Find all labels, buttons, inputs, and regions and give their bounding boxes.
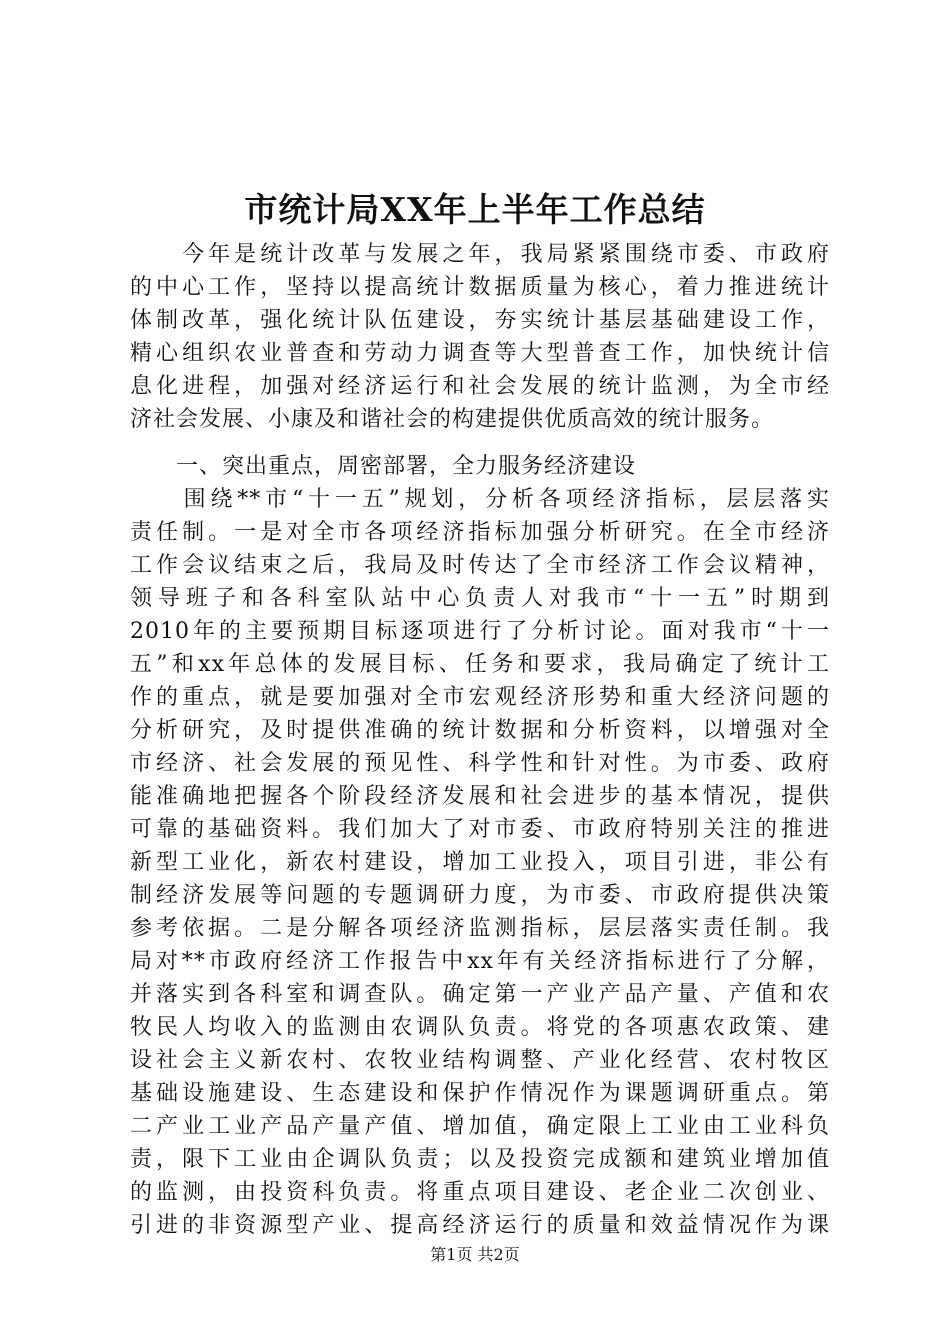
page-footer: 第1页 共2页 <box>430 1245 520 1264</box>
section-1 <box>130 450 830 1242</box>
text-line: 体制改革，强化统计队伍建设，夯实统计基层基础建设工作， <box>130 308 830 333</box>
text-line: 参考依据。二是分解各项经济监测指标，层层落实责任制。我 <box>130 916 830 941</box>
text-line: 可靠的基础资料。我们加大了对市委、市政府特别关注的推进 <box>130 817 830 842</box>
section-heading: 一、突出重点，周密部署，全力服务经济建设 <box>130 454 637 479</box>
text-line: 二产业工业产品产量产值、增加值，确定限上工业由工业科负 <box>130 1114 830 1139</box>
text-line: 市经济、社会发展的预见性、科学性和针对性。为市委、政府 <box>130 751 830 776</box>
text-line: 精心组织农业普查和劳动力调查等大型普查工作，加快统计信 <box>130 341 830 366</box>
document-title: 市统计局XX年上半年工作总结 <box>244 190 706 229</box>
text-line: 局对**市政府经济工作报告中xx年有关经济指标进行了分解， <box>130 949 830 974</box>
text-line: 作的重点，就是要加强对全市宏观经济形势和重大经济问题的 <box>130 685 830 710</box>
text-line: 济社会发展、小康及和谐社会的构建提供优质高效的统计服务。 <box>130 407 775 432</box>
text-line: 设社会主义新农村、农牧业结构调整、产业化经营、农村牧区 <box>130 1048 830 1073</box>
text-line: 新型工业化，新农村建设，增加工业投入，项目引进，非公有 <box>130 850 830 875</box>
text-line: 围绕**市“十一五”规划，分析各项经济指标，层层落实 <box>130 487 830 512</box>
intro-paragraph <box>130 238 830 436</box>
text-line: 责任制。一是对全市各项经济指标加强分析研究。在全市经济 <box>130 520 830 545</box>
text-line: 制经济发展等问题的专题调研力度，为市委、市政府提供决策 <box>130 883 830 908</box>
text-line: 基础设施建设、生态建设和保护作情况作为课题调研重点。第 <box>130 1081 830 1106</box>
text-line: 并落实到各科室和调查队。确定第一产业产品产量、产值和农 <box>130 982 830 1007</box>
text-line: 能准确地把握各个阶段经济发展和社会进步的基本情况，提供 <box>130 784 830 809</box>
text-line: 牧民人均收入的监测由农调队负责。将党的各项惠农政策、建 <box>130 1015 830 1040</box>
text-line: 息化进程，加强对经济运行和社会发展的统计监测，为全市经 <box>130 374 830 399</box>
text-line: 分析研究，及时提供准确的统计数据和分析资料，以增强对全 <box>130 718 830 743</box>
text-line: 的监测，由投资科负责。将重点项目建设、老企业二次创业、 <box>130 1180 830 1205</box>
text-line: 领导班子和各科室队站中心负责人对我市“十一五”时期到 <box>130 586 830 611</box>
text-line: 工作会议结束之后，我局及时传达了全市经济工作会议精神， <box>130 553 830 578</box>
text-line: 五”和xx年总体的发展目标、任务和要求，我局确定了统计工 <box>130 652 830 677</box>
text-line: 引进的非资源型产业、提高经济运行的质量和效益情况作为课 <box>130 1213 830 1238</box>
text-line: 的中心工作，坚持以提高统计数据质量为核心，着力推进统计 <box>130 275 830 300</box>
text-line: 责，限下工业由企调队负责；以及投资完成额和建筑业增加值 <box>130 1147 830 1172</box>
text-line: 2010年的主要预期目标逐项进行了分析讨论。面对我市“十一 <box>130 619 830 644</box>
text-line: 今年是统计改革与发展之年，我局紧紧围绕市委、市政府 <box>130 242 830 267</box>
